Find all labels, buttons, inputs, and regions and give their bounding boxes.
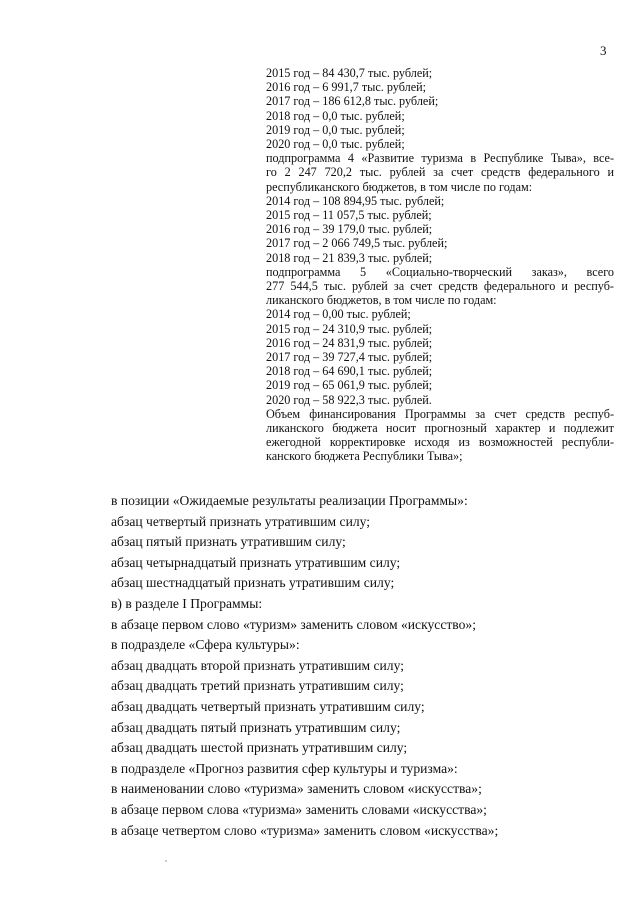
financing-line: 2017 год – 186 612,8 тыс. рублей;: [266, 94, 439, 109]
amendment-line: абзац двадцать второй признать утратившим силу;: [111, 657, 404, 673]
amendment-line: в подразделе «Прогноз развития сфер культуры и туризма»:: [111, 760, 458, 776]
financing-line: 2014 год – 0,00 тыс. рублей;: [266, 307, 411, 322]
financing-details-block: [266, 66, 614, 464]
financing-line: ежегодной корректировке исходя из возможностей республи-: [266, 435, 614, 450]
amendment-line: абзац пятый признать утратившим силу;: [111, 534, 346, 550]
amendment-line: в абзаце первом слова «туризма» заменить словами «искусства»;: [111, 801, 487, 817]
scan-speck: [165, 860, 167, 862]
financing-line: 2018 год – 21 839,3 тыс. рублей;: [266, 250, 433, 265]
amendment-line: в абзаце четвертом слово «туризма» заменить словом «искусства»;: [111, 822, 499, 838]
amendment-line: абзац двадцать шестой признать утратившим силу;: [111, 740, 408, 756]
financing-line: 2015 год – 24 310,9 тыс. рублей;: [266, 321, 433, 336]
amendment-line: в абзаце первом слово «туризм» заменить словом «искусство»;: [111, 616, 477, 632]
financing-line: 2018 год – 64 690,1 тыс. рублей;: [266, 364, 433, 379]
financing-line: подпрограмма 5 «Социально-творческий заказ», всего: [266, 264, 614, 279]
financing-line: 2020 год – 0,0 тыс. рублей;: [266, 137, 405, 152]
financing-line: 2018 год – 0,0 тыс. рублей;: [266, 108, 405, 123]
financing-line: 2017 год – 39 727,4 тыс. рублей;: [266, 350, 433, 365]
amendment-line: абзац двадцать пятый признать утратившим силу;: [111, 719, 401, 735]
financing-line: ликанского бюджетов, в том числе по годам:: [266, 293, 497, 308]
amendment-line: в позиции «Ожидаемые результаты реализации Программы»:: [111, 493, 468, 508]
financing-line: ликанского бюджета носит прогнозный характер и подлежит: [266, 421, 614, 436]
financing-line: го 2 247 720,2 тыс. рублей за счет средств федерального и: [266, 165, 614, 180]
amendment-line: абзац двадцать четвертый признать утратившим силу;: [111, 698, 425, 714]
financing-line: 2019 год – 65 061,9 тыс. рублей;: [266, 378, 433, 393]
financing-line: 2017 год – 2 066 749,5 тыс. рублей;: [266, 236, 448, 251]
amendment-line: в наименовании слово «туризма» заменить словом «искусства»;: [111, 781, 482, 797]
financing-line: 2019 год – 0,0 тыс. рублей;: [266, 122, 405, 137]
financing-line: 2016 год – 6 991,7 тыс. рублей;: [266, 80, 427, 95]
financing-line: Объем финансирования Программы за счет средств респуб-: [266, 406, 614, 421]
financing-line: 2020 год – 58 922,3 тыс. рублей.: [266, 392, 432, 407]
financing-line: 2016 год – 39 179,0 тыс. рублей;: [266, 222, 433, 237]
financing-line: 277 544,5 тыс. рублей за счет средств федерального и респуб-: [266, 279, 614, 294]
financing-line: 2014 год – 108 894,95 тыс. рублей;: [266, 193, 445, 208]
financing-line: подпрограмма 4 «Развитие туризма в Республике Тыва», все-: [266, 151, 614, 166]
amendment-line: абзац двадцать третий признать утратившим силу;: [111, 678, 404, 694]
financing-line: 2015 год – 84 430,7 тыс. рублей;: [266, 66, 433, 80]
amendments-text: [111, 491, 611, 841]
financing-line: 2015 год – 11 057,5 тыс. рублей;: [266, 208, 432, 223]
financing-line: республиканского бюджетов, в том числе по годам:: [266, 179, 533, 194]
amendment-line: абзац шестнадцатый признать утратившим силу;: [111, 575, 395, 591]
page-number: 3: [600, 43, 607, 58]
amendment-line: абзац четвертый признать утратившим силу;: [111, 513, 371, 529]
financing-line: 2016 год – 24 831,9 тыс. рублей;: [266, 335, 433, 350]
amendment-line: абзац четырнадцатый признать утратившим силу;: [111, 554, 401, 570]
amendment-line: в подразделе «Сфера культуры»:: [111, 637, 300, 653]
financing-line: канского бюджета Республики Тыва»;: [266, 449, 463, 464]
amendment-line: в) в разделе I Программы:: [111, 595, 263, 611]
